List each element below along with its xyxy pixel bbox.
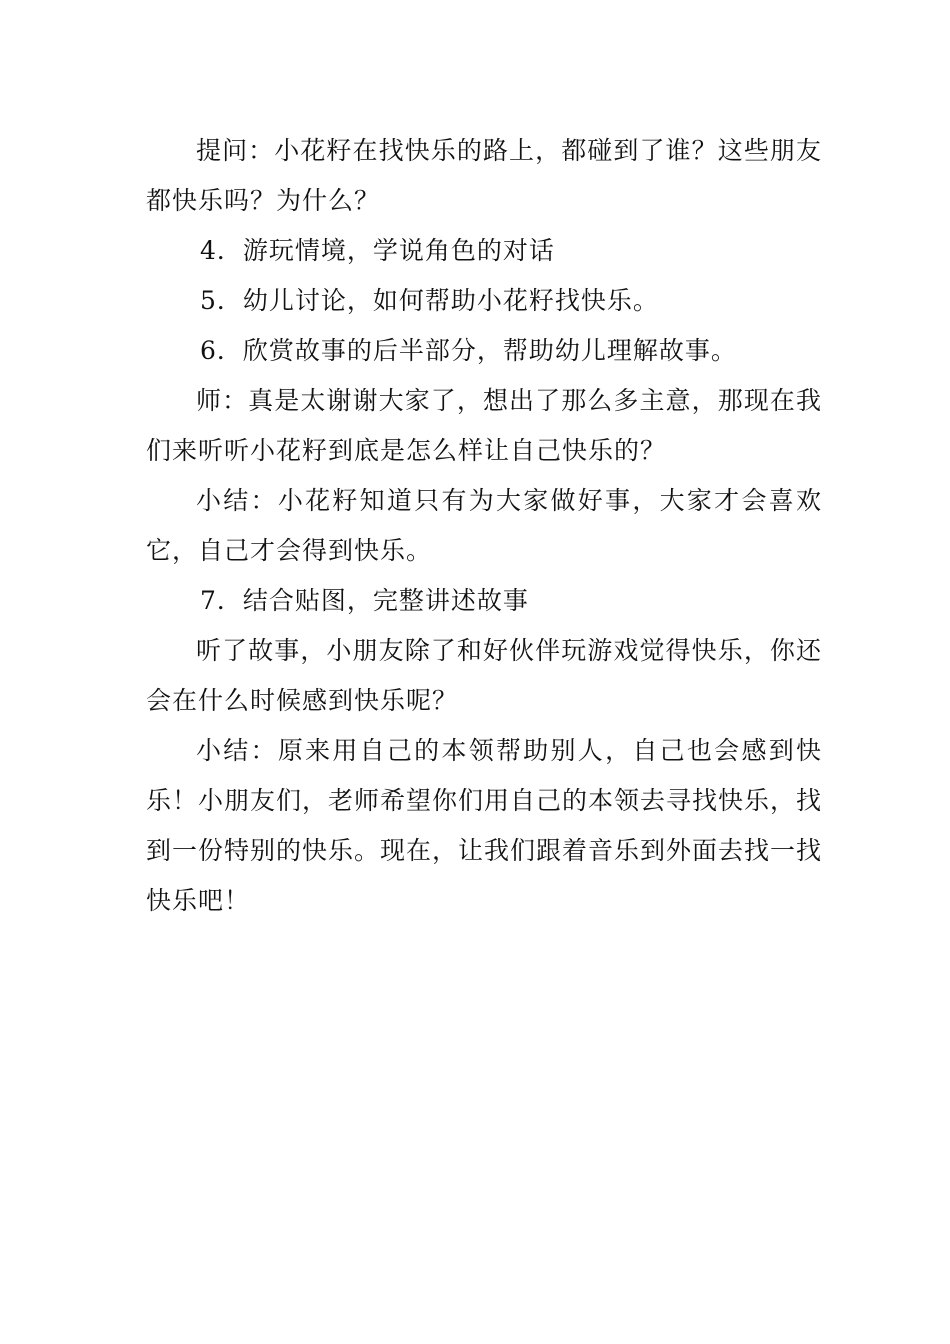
paragraph-question: 提问：小花籽在找快乐的路上，都碰到了谁？这些朋友都快乐吗？为什么？ xyxy=(146,136,822,215)
paragraph-step-7: 7．结合贴图，完整讲述故事 xyxy=(200,586,529,615)
paragraph-summary-1: 小结：小花籽知道只有为大家做好事，大家才会喜欢它，自己才会得到快乐。 xyxy=(146,486,822,565)
paragraph-step-5: 5．幼儿讨论，如何帮助小花籽找快乐。 xyxy=(200,286,659,315)
paragraph-summary-2: 小结：原来用自己的本领帮助别人，自己也会感到快乐！小朋友们，老师希望你们用自己的本领去寻找快乐，找到一份特别的快乐。现在，让我们跟着音乐到外面去找一找快乐吧！ xyxy=(146,736,823,915)
paragraph-step-4: 4．游玩情境，学说角色的对话 xyxy=(200,236,555,265)
paragraph-followup-question: 听了故事，小朋友除了和好伙伴玩游戏觉得快乐，你还会在什么时候感到快乐呢？ xyxy=(146,636,822,715)
document-body xyxy=(146,126,822,926)
paragraph-step-6: 6．欣赏故事的后半部分，帮助幼儿理解故事。 xyxy=(200,336,737,365)
paragraph-teacher: 师：真是太谢谢大家了，想出了那么多主意，那现在我们来听听小花籽到底是怎么样让自己快乐的？ xyxy=(146,386,822,465)
